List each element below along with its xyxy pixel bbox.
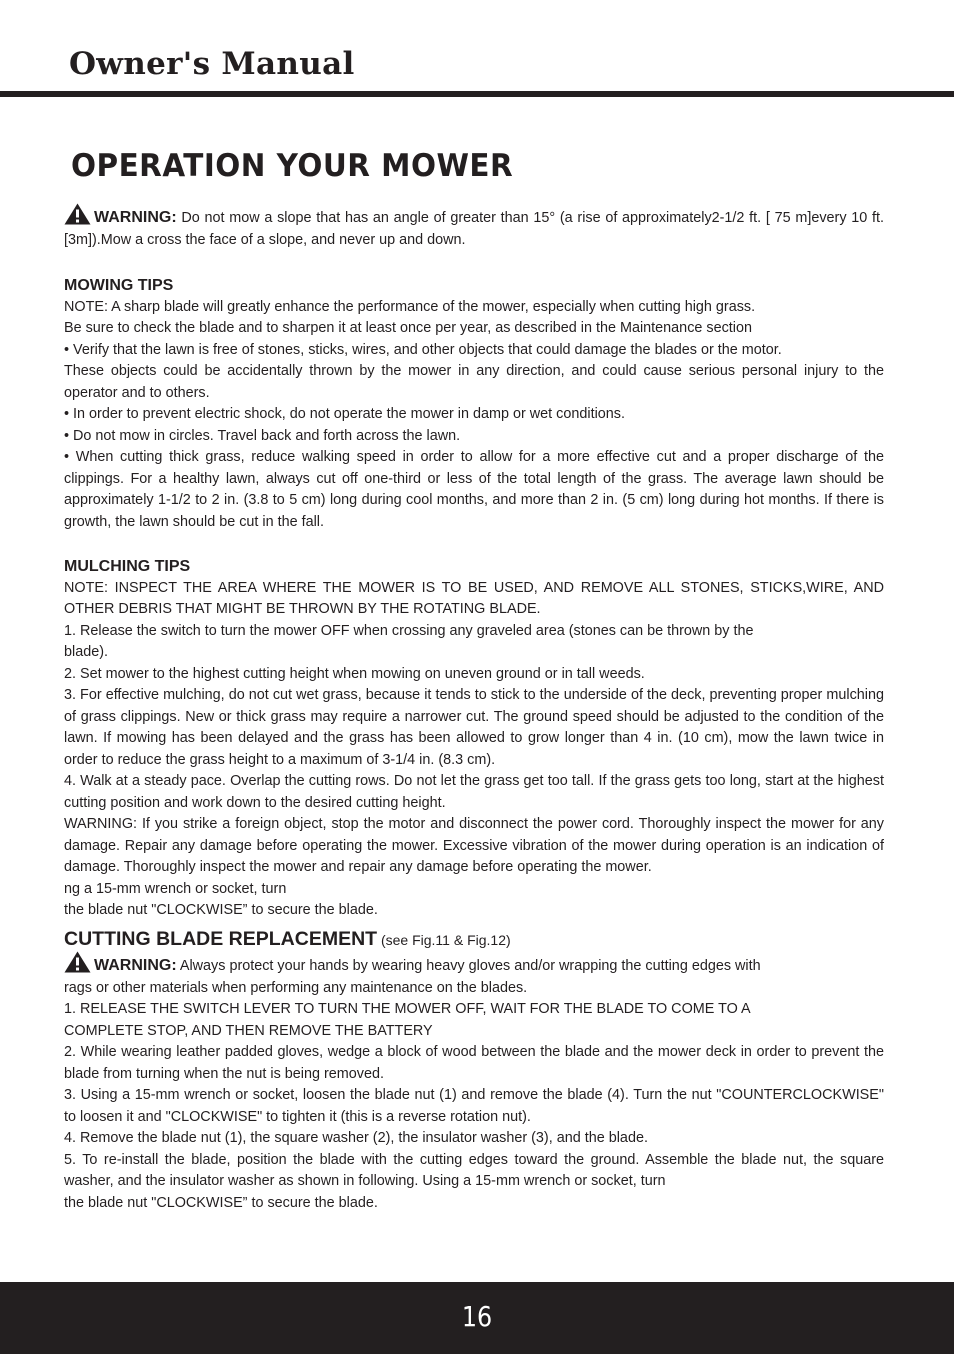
figure-reference: (see Fig.11 & Fig.12) [377,931,511,948]
blade-step: 4. Remove the blade nut (1), the square washer (2), the insulator washer (3), and the blade. [64,1130,648,1146]
warning-text: Always protect your hands by wearing heavy gloves and/or wrapping the cutting edges with [176,958,761,974]
blade-step: 3. Using a 15-mm wrench or socket, loosen the blade nut (1) and remove the blade (4). Turn the nut "COUNTERCLOCKWISE" to loosen it and "CLOCKWISE" to tighten it (this is a reverse rotation nut). [64,1087,884,1125]
warning-label: WARNING: [94,209,177,226]
blade-step: 1. RELEASE THE SWITCH LEVER TO TURN THE MOWER OFF, WAIT FOR THE BLADE TO COME TO A [64,1001,751,1017]
slope-warning [64,203,884,251]
blade-step: 5. To re-install the blade, position the blade with the cutting edges toward the ground. Assemble the blade nut, the square washer, and the insulator washer as shown in following. Using a 15-mm wrench or socket, turn [64,1151,884,1189]
blade-warning [64,951,884,978]
mulching-tip: ng a 15-mm wrench or socket, turn [64,880,287,897]
warning-triangle-icon [64,951,91,973]
blade-replacement-title [64,929,884,952]
warning-label: WARNING: [94,957,177,974]
mulching-tip: NOTE: INSPECT THE AREA WHERE THE MOWER IS TO BE USED, AND REMOVE ALL STONES, STICKS,WIRE, AND OTHER DEBRIS THAT MIGHT BE THROWN BY THE ROTATING BLADE. [64,579,884,617]
mulching-tip: 1. Release the switch to turn the mower OFF when crossing any graveled area (stones can be thrown by the [64,622,754,639]
mowing-tip: • In order to prevent electric shock, do not operate the mower in damp or wet conditions. [64,406,625,422]
mulching-tips-title: MULCHING TIPS [64,558,191,575]
mowing-tip: These objects could be accidentally thrown by the mower in any direction, and could cause serious personal injury to the operator and to others. [64,363,884,401]
mulching-tip: WARNING: If you strike a foreign object, stop the motor and disconnect the power cord. Thoroughly inspect the mower for any damage. Repair any damage before operating the mower. Excessive vibration of the mower during operation is an indication of damage. Thoroughly inspect the mower and repair any damage before operating the mower. [64,816,884,875]
mowing-tips-title: MOWING TIPS [64,277,174,294]
header-rule [0,91,954,97]
mulching-tip: blade). [64,644,109,660]
mulching-tip: 2. Set mower to the highest cutting height when mowing on uneven ground or in tall weeds. [64,665,645,682]
blade-replacement-title-text: CUTTING BLADE REPLACEMENT [64,927,378,950]
page-number: 16 [461,1300,493,1333]
blade-step: COMPLETE STOP, AND THEN REMOVE THE BATTERY [64,1022,433,1039]
blade-step: the blade nut "CLOCKWISE” to secure the blade. [64,1194,378,1211]
mulching-tip: 4. Walk at a steady pace. Overlap the cutting rows. Do not let the grass get too tall. If the grass gets too long, start at the highest cutting position and work down to the desired cutting height. [64,773,884,811]
page-content [64,203,884,1214]
warning-text: Do not mow a slope that has an angle of greater than 15° (a rise of approximately2-1/2 ft. [ 75 m]every 10 ft. [3m]).Mow a cross the face of a slope, and never up and down. [64,210,884,248]
mowing-tip: • Verify that the lawn is free of stones, sticks, wires, and other objects that could damage the blades or the motor. [64,341,782,358]
mowing-tip: • When cutting thick grass, reduce walking speed in order to allow for a more effective cut and a proper discharge of the clippings. For a healthy lawn, always cut off one-third or less of the total length of the grass. The average lawn should be approximately 1-1/2 to 2 in. (3.8 to 5 cm) long during cool months, and more than 2 in. (5 cm) long during hot months. If there is growth, the lawn should be cut in the fall. [64,449,884,530]
blade-step: rags or other materials when performing any maintenance on the blades. [64,979,528,996]
mulching-tip: the blade nut "CLOCKWISE” to secure the blade. [64,902,378,918]
manual-title: Owner's Manual [69,46,355,82]
mowing-tip: Be sure to check the blade and to sharpen it at least once per year, as described in the Maintenance section [64,320,752,336]
blade-step: 2. While wearing leather padded gloves, wedge a block of wood between the blade and the mower deck in order to prevent the blade from turning when the nut is being removed. [64,1044,884,1082]
mowing-tip: • Do not mow in circles. Travel back and forth across the lawn. [64,427,461,444]
page-heading: OPERATION YOUR MOWER [71,148,514,184]
mulching-tip: 3. For effective mulching, do not cut wet grass, because it tends to stick to the underside of the deck, preventing proper mulching of grass clippings. New or thick grass may require a narrower cut. The ground speed should be adjusted to the condition of the lawn. If mowing has been delayed and the grass has been allowed to grow longer than 4 in. (10 cm), mow the lawn twice in order to reduce the grass height to a maximum of 3-1/4 in. (8.3 cm). [64,687,884,768]
warning-triangle-icon [64,203,91,225]
mowing-tip: NOTE: A sharp blade will greatly enhance the performance of the mower, especially when cutting high grass. [64,298,756,315]
